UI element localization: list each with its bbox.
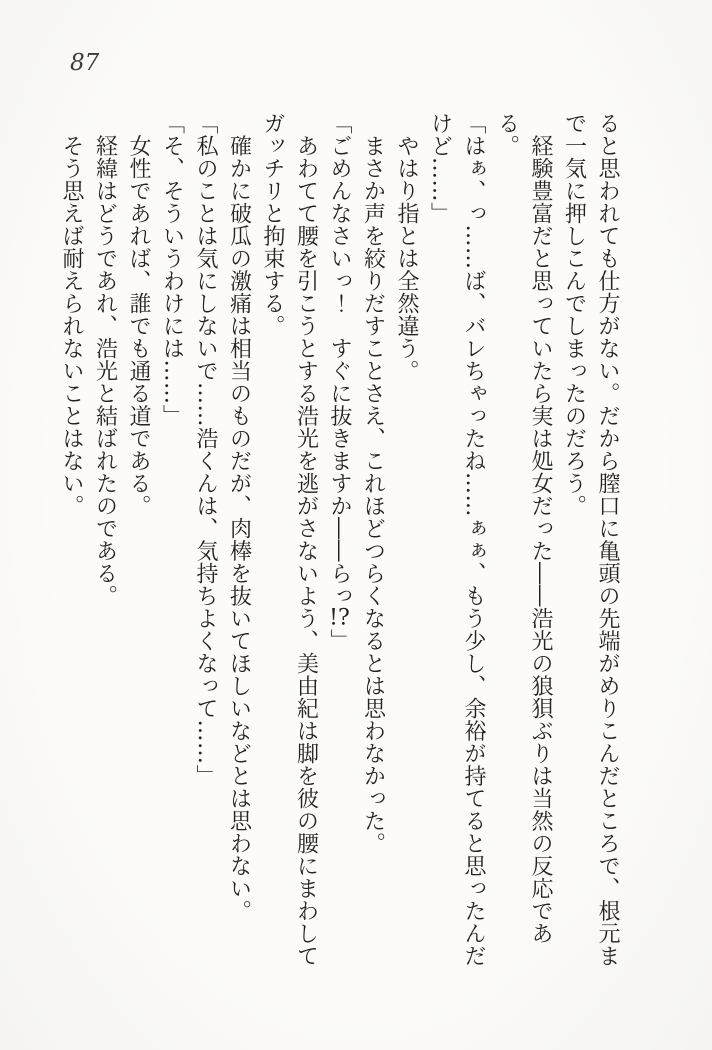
text-block	[55, 112, 625, 976]
line-text: やはり指とは全然違う。	[394, 112, 419, 382]
line-text: 」	[327, 629, 352, 652]
line-text: 女性であれば、誰でも通る道である。	[126, 112, 151, 517]
text-line	[591, 112, 625, 976]
text-line	[55, 112, 89, 976]
tatechuyoko-text: !?	[329, 607, 350, 629]
text-line	[222, 112, 256, 976]
text-line	[289, 112, 323, 976]
line-text: あわてて腰を引こうとする浩光を逃がさないよう、美由紀は脚を彼の腰にまわして	[293, 112, 319, 967]
line-text: 「私のことは気にしないで……浩くんは、気持ちよくなって……」	[193, 112, 218, 787]
page-number: 87	[70, 50, 100, 76]
text-line	[457, 112, 491, 976]
line-text: 「ごめんなさいっ！ すぐに抜きますか――らっ	[327, 112, 352, 607]
text-line	[390, 112, 424, 976]
text-line	[423, 112, 457, 976]
text-line	[490, 112, 524, 976]
line-text: けど……」	[427, 112, 453, 225]
text-line	[155, 112, 189, 976]
text-line	[189, 112, 223, 976]
text-line	[88, 112, 122, 976]
text-line	[256, 112, 290, 976]
line-text: 確かに破瓜の激痛は相当のものだが、肉棒を抜いてほしいなどとは思わない。	[226, 112, 252, 922]
line-text: 「そ、そういうわけには……」	[159, 112, 185, 427]
line-text: 経験豊富だと思っていたら実は処女だった――浩光の狼狽ぶりは当然の反応であ	[528, 112, 553, 945]
text-line	[557, 112, 591, 976]
line-text: そう思えば耐えられないことはない。	[59, 112, 84, 517]
text-line	[323, 112, 357, 976]
line-text: 「はぁ、っ……ば、バレちゃったね……ぁぁ、もう少し、余裕が持てると思ったんだ	[461, 112, 486, 967]
line-text: る。	[494, 112, 520, 157]
line-text: まさか声を絞りだすことさえ、これほどつらくなるとは思わなかった。	[360, 112, 386, 855]
line-text: 経緯はどうであれ、浩光と結ばれたのである。	[92, 112, 118, 607]
text-line	[122, 112, 156, 976]
text-line	[356, 112, 390, 976]
text-line	[524, 112, 558, 976]
line-text: ガッチリと拘束する。	[260, 112, 285, 337]
line-text: で一気に押しこんでしまったのだろう。	[561, 112, 587, 517]
line-text: ると思われても仕方がない。だから膣口に亀頭の先端がめりこんだところで、根元ま	[595, 112, 620, 967]
